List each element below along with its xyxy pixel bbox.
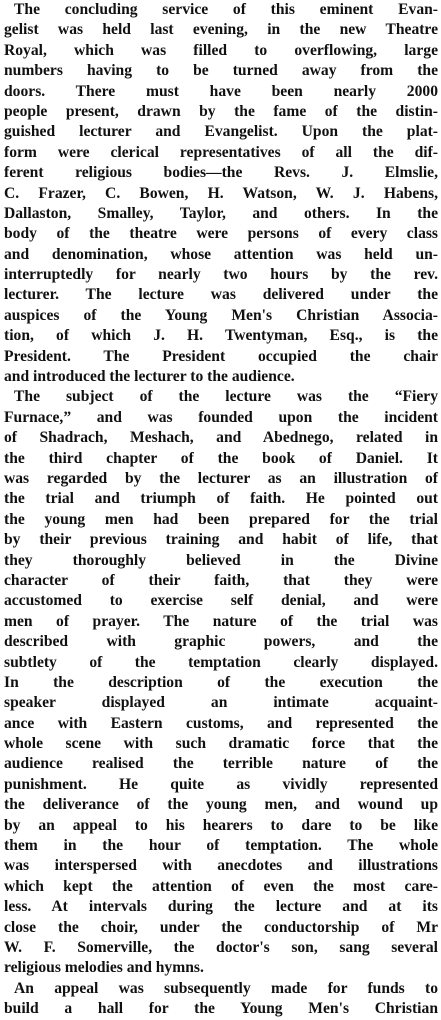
text-line: ferent religious bodies—the Revs. J. Elmslie, xyxy=(4,164,438,182)
paragraph-opening xyxy=(4,0,438,387)
text-line: the young men had been prepared for the trial xyxy=(4,510,438,528)
text-line: the third chapter of the book of Daniel. It xyxy=(4,449,438,467)
text-line: the deliverance of the young men, and wound up xyxy=(4,796,438,814)
text-line: body of the theatre were persons of every class xyxy=(4,225,438,243)
text-line: character of their faith, that they were xyxy=(4,571,438,589)
text-line: was regarded by the lecturer as an illustration of xyxy=(4,469,438,487)
text-line: and introduced the lecturer to the audience. xyxy=(4,368,295,386)
text-line: Royal, which was filled to overflowing, large xyxy=(4,41,438,59)
text-line: The concluding service of this eminent Evan- xyxy=(14,1,438,18)
text-line: tion, of which J. H. Twentyman, Esq., is the xyxy=(4,327,438,345)
text-line: In the description of the execution the xyxy=(4,673,438,691)
text-line: punishment. He quite as vividly represented xyxy=(4,775,438,793)
text-line: whole scene with such dramatic force that the xyxy=(4,735,438,753)
text-line: audience realised the terrible nature of the xyxy=(4,755,438,773)
text-line: President. The President occupied the chair xyxy=(4,347,438,365)
text-line: described with graphic powers, and the xyxy=(4,633,438,651)
text-line: was interspersed with anecdotes and illustrations xyxy=(4,857,438,875)
text-line: gelist was held last evening, in the new Theatre xyxy=(4,21,438,39)
text-line: Dallaston, Smalley, Taylor, and others. In the xyxy=(4,204,438,222)
text-line: and denomination, whose attention was held un- xyxy=(4,245,438,263)
text-line: guished lecturer and Evangelist. Upon the plat- xyxy=(4,123,438,141)
article-column xyxy=(4,0,438,1020)
text-line: religious melodies and hymns. xyxy=(4,959,204,977)
text-line: people present, drawn by the fame of the distin- xyxy=(4,102,438,120)
paragraph-subject xyxy=(4,387,438,978)
text-line: speaker displayed an intimate acquaint- xyxy=(4,694,438,712)
text-line: ance with Eastern customs, and represented the xyxy=(4,714,438,732)
text-line: by their previous training and habit of life, that xyxy=(4,531,438,549)
text-line: An appeal was subsequently made for funds to xyxy=(14,979,438,997)
text-line: the trial and triumph of faith. He pointed out xyxy=(4,490,438,508)
text-line: auspices of the Young Men's Christian Associa- xyxy=(4,306,438,324)
text-line: interruptedly for nearly two hours by the rev. xyxy=(4,266,438,284)
text-line: form were clerical representatives of all the dif- xyxy=(4,143,438,161)
text-line: they thoroughly believed in the Divine xyxy=(4,551,438,569)
text-line: doors. There must have been nearly 2000 xyxy=(4,82,438,100)
text-line: numbers having to be turned away from the xyxy=(4,62,438,80)
text-line: by an appeal to his hearers to dare to be like xyxy=(4,816,438,834)
text-line: them in the hour of temptation. The whole xyxy=(4,837,438,855)
text-line: of Shadrach, Meshach, and Abednego, related in xyxy=(4,429,438,447)
paragraph-appeal xyxy=(4,979,438,1020)
text-line: The subject of the lecture was the “Fiery xyxy=(14,388,438,406)
text-line: Furnace,” and was founded upon the incident xyxy=(4,408,438,426)
text-line: build a hall for the Young Men's Christian xyxy=(4,1000,438,1018)
text-line: accustomed to exercise self denial, and were xyxy=(4,592,438,610)
text-line: less. At intervals during the lecture and at its xyxy=(4,898,438,916)
text-line: subtlety of the temptation clearly displayed. xyxy=(4,653,438,671)
text-line: men of prayer. The nature of the trial was xyxy=(4,612,438,630)
text-line: W. F. Somerville, the doctor's son, sang several xyxy=(4,938,438,956)
text-line: close the choir, under the conductorship of Mr xyxy=(4,918,438,936)
text-line: which kept the attention of even the most care- xyxy=(4,877,438,895)
text-line: C. Frazer, C. Bowen, H. Watson, W. J. Habens, xyxy=(4,184,438,202)
text-line: lecturer. The lecture was delivered under the xyxy=(4,286,438,304)
